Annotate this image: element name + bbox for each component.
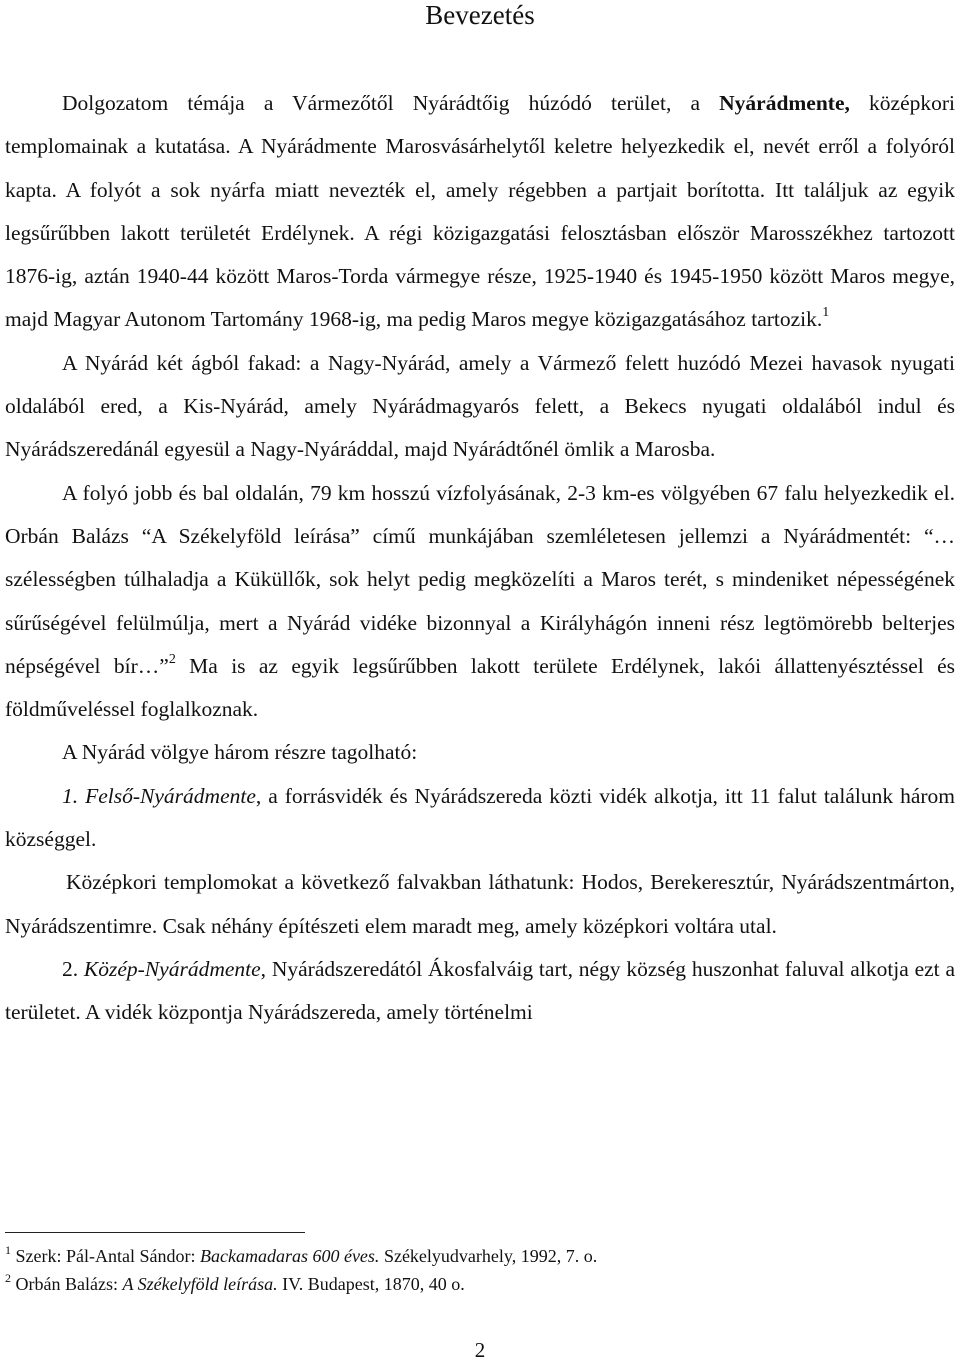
text-span: középkori templomainak a kutatása. A Nyárádmente Marosvásárhelytől keletre helyezkedik el, nevét erről a folyóról kapta. A folyót a sok nyárfa miatt nevezték el, amely régebben a partjait borította. Itt találjuk az egyik legsűrűbben lakott területét Erdélynek. A régi közigazgatási felosztásban először Marosszékhez tartozott 1876-ig, aztán 1940-44 között Maros-Torda vármegye része, 1925-1940 és 1945-1950 között Maros megye, majd Magyar Autonom Tartomány 1968-ig, ma pedig Maros megye közigazgatásához tartozik. — [5, 91, 955, 332]
body-text — [5, 82, 955, 1035]
page-number: 2 — [474, 1338, 486, 1362]
paragraph-churches: Középkori templomokat a következő falvakban láthatunk: Hodos, Berekeresztúr, Nyárádszentmárton, Nyárádszentimre. Csak néhány építészeti elem maradt meg, amely középkori voltára utal. — [5, 870, 955, 938]
text-span: , Nyárádszeredától Ákosfalváig tart, négy község huszonhat faluval alkotja ezt a területet. A vidék központja Nyárádszereda, amely történelmi — [5, 956, 955, 1025]
text-span: Dolgozatom témája a Vármezőtől Nyárádtőig húzódó terület, a — [62, 91, 720, 115]
text-span: IV. Budapest, 1870, 40 o. — [277, 1274, 465, 1294]
paragraph-upper — [5, 775, 955, 862]
paragraph-division: A Nyárád völgye három részre tagolható: — [62, 740, 418, 765]
text-span: Szerk: Pál-Antal Sándor: — [11, 1246, 200, 1266]
italic-term: Közép-Nyárádmente — [83, 956, 261, 981]
italic-term: 1. Felső-Nyárádmente — [62, 783, 256, 808]
text-span: A folyó jobb és bal oldalán, 79 km hosszú vízfolyásának, 2-3 km-es völgyében 67 falu helyezkedik el. Orbán Balázs “A Székelyföld leírása” című munkájában szemléletesen jellemzi a Nyárádmentét: “…szélességben túlhaladja a Küküllők, sok helyt pedig megközelíti a Maros terét, s mindeniket népességének sűrűségével felülmúlja, mert a Nyárád vidéke bizonnyal a Királyhágón inneni rész legtömörebb belterjes népségével bír…” — [5, 480, 955, 678]
page-title: Bevezetés — [425, 0, 535, 30]
paragraph-middle — [5, 948, 955, 1035]
text-span: Székelyudvarhely, 1992, 7. o. — [379, 1246, 598, 1266]
paragraph-river: A Nyárád két ágból fakad: a Nagy-Nyárád, amely a Vármező felett huzódó Mezei havasok nyugati oldalából ered, a Kis-Nyárád, amely Nyárádmagyarós felett, a Bekecs nyugati oldalából indul és Nyárádszeredánál egyesül a Nagy-Nyáráddal, majd Nyárádtőnél ömlik a Marosba. — [5, 350, 955, 462]
text-span: 2. — [62, 956, 84, 981]
footnote-number: 1 — [5, 1243, 11, 1257]
italic-term: A Székelyföld leírása. — [122, 1274, 278, 1294]
text-span: , a forrásvidék és Nyárádszereda közti vidék alkotja, itt 11 falut találunk három községgel. — [5, 783, 955, 852]
footnotes — [5, 1242, 955, 1298]
italic-term: Backamadaras 600 éves. — [199, 1246, 380, 1266]
footnote-divider — [5, 1232, 305, 1233]
footnote-2 — [5, 1270, 955, 1298]
paragraph-quote — [5, 472, 955, 732]
text-span: Orbán Balázs: — [11, 1274, 123, 1294]
footnote-number: 2 — [5, 1271, 11, 1285]
footnote-ref: 1 — [822, 305, 830, 321]
footnote-1 — [5, 1242, 955, 1270]
paragraph-intro — [5, 82, 955, 342]
footnote-ref: 2 — [168, 651, 176, 667]
bold-term: Nyárádmente, — [719, 91, 850, 115]
text-span: Ma is az egyik legsűrűbben lakott területe Erdélynek, lakói állattenyésztéssel és földműveléssel foglalkoznak. — [5, 653, 956, 722]
